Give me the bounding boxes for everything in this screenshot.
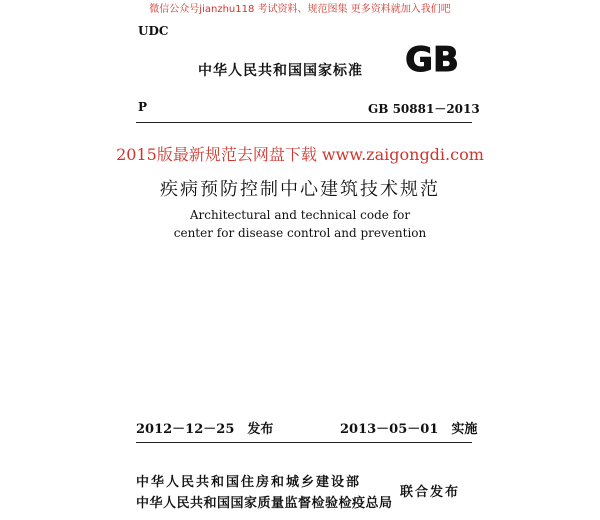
gb-logo-text: GB (405, 40, 459, 76)
top-divider (136, 122, 472, 123)
category-code: P (138, 100, 148, 114)
issue-date: 2012－12－25 发布 (136, 422, 274, 437)
standard-type: 中华人民共和国国家标准 (198, 63, 363, 79)
issuer-ministry: 中华人民共和国住房和城乡建设部 (136, 475, 362, 490)
document-title-english-line2: center for disease control and prevention (173, 226, 427, 240)
document-title-chinese: 疾病预防控制中心建筑技术规范 (160, 179, 440, 200)
joint-issue-label: 联合发布 (400, 485, 461, 500)
top-banner-text: 微信公众号jianzhu118 考试资料、规范图集 更多资料就加入我们吧 (149, 4, 451, 15)
watermark-link[interactable]: 2015版最新规范去网盘下载 www.zaigongdi.com (116, 145, 484, 164)
standard-number: GB 50881－2013 (368, 102, 480, 116)
bottom-divider (136, 442, 472, 443)
issuer-aqsiq: 中华人民共和国国家质量监督检验检疫总局 (136, 496, 393, 511)
udc-label: UDC (138, 24, 169, 38)
document-title-english-line1: Architectural and technical code for (189, 208, 411, 222)
implementation-date: 2013－05－01 实施 (340, 422, 478, 437)
gb-logo (398, 40, 466, 76)
